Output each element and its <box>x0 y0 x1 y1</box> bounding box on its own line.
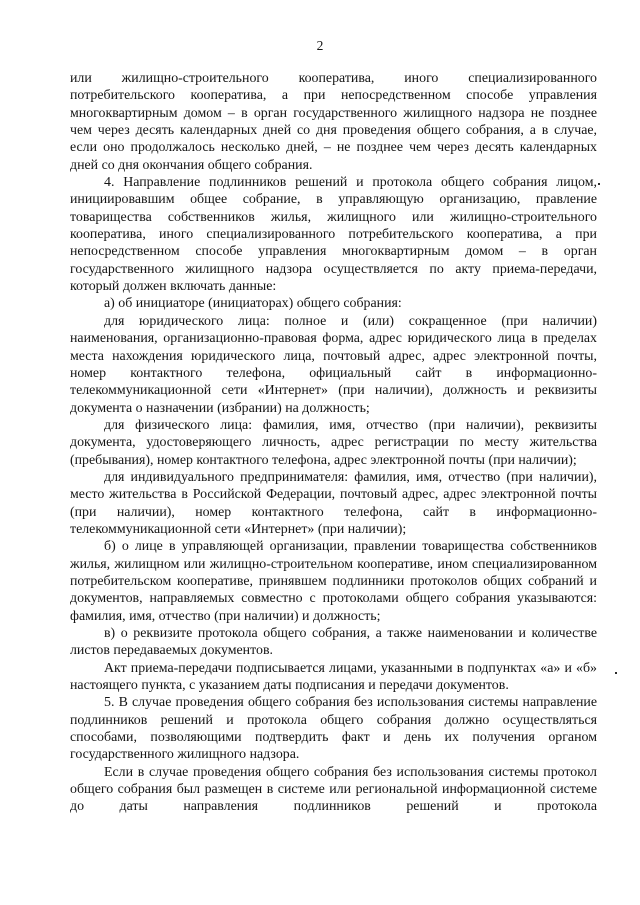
scan-speck <box>598 183 600 185</box>
paragraph-individual: для физического лица: фамилия, имя, отчество (при наличии), реквизиты документа, удостоверяющего личность, адрес регистрации по месту жительства (пребывания), номер контактного телефона, адрес электронной почты (при наличии); <box>70 417 597 468</box>
paragraph-continuation: или жилищно-строительного кооператива, иного специализированного потребительского кооператива, а при непосредственном способе управления многоквартирным домом – в орган государственного жилищного надзора не позднее чем через десять календарных дней со дня проведения общего собрания, а в случае, если оно продолжалось несколько дней, – не позднее чем через десять календарных дней со дня окончания общего собрания. <box>70 71 597 173</box>
document-body <box>70 70 597 816</box>
scan-speck <box>615 672 617 674</box>
paragraph-system-case: Если в случае проведения общего собрания без использования системы протокол общего собрания был размещен в системе или региональной информационной системе до даты направления подлинников решений и протокола <box>70 764 597 815</box>
paragraph-acceptance-act: Акт приема-передачи подписывается лицами, указанными в подпунктах «а» и «б» настоящего пункта, с указанием даты подписания и передачи документов. <box>70 660 597 694</box>
paragraph-subitem-v: в) о реквизите протокола общего собрания, а также наименовании и количестве листов передаваемых документов. <box>70 626 597 659</box>
paragraph-item-5: 5. В случае проведения общего собрания без использования системы направление подлинников решений и протокола общего собрания должно осуществляться способами, позволяющими подтвердить факт и день их получения органом государственного жилищного надзора. <box>70 695 597 763</box>
page-number: 2 <box>316 38 324 53</box>
paragraph-entrepreneur: для индивидуального предпринимателя: фамилия, имя, отчество (при наличии), место жительства в Российской Федерации, почтовый адрес, адрес электронной почты (при наличии), номер контактного телефона, сайт в информационно-телекоммуникационной сети «Интернет» (при наличии); <box>70 469 597 537</box>
paragraph-item-4: 4. Направление подлинников решений и протокола общего собрания лицом, инициировавшим общее собрание, в управляющую организацию, правление товарищества собственников жилья, жилищного или жилищно-строительного кооператива, иного специализированного потребительского кооператива, а при непосредственном способе управления многоквартирным домом – в орган государственного жилищного надзора осуществляется по акту приема-передачи, который должен включать данные: <box>70 175 597 295</box>
paragraph-subitem-a: а) об инициаторе (инициаторах) общего собрания: <box>104 296 402 312</box>
paragraph-legal-entity: для юридического лица: полное и (или) сокращенное (при наличии) наименования, организационно-правовая форма, адрес юридического лица в пределах места нахождения юридического лица, почтовый адрес, адрес электронной почты, номер контактного телефона, официальный сайт в информационно-телекоммуникационной сети «Интернет» (при наличии), должность и реквизиты документа о назначении (избрании) на должность; <box>70 313 597 416</box>
paragraph-subitem-b: б) о лице в управляющей организации, правлении товарищества собственников жилья, жилищном или жилищно-строительном кооперативе, ином специализированном потребительском кооперативе, принявшем подлинники протоколов общих собраний и документов, направляемых совместно с протоколами общего собрания указываются: фамилия, имя, отчество (при наличии) и должность; <box>70 539 597 624</box>
